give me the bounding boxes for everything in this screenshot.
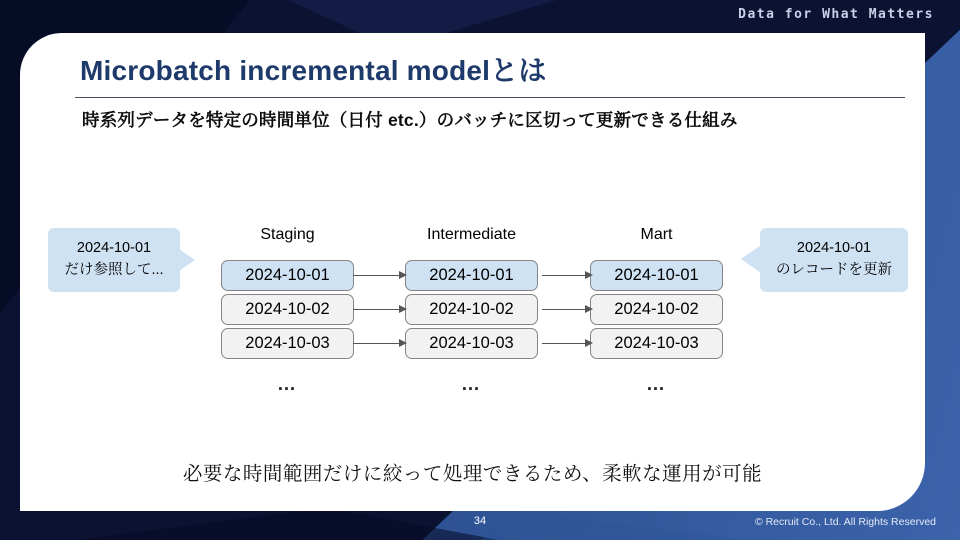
callout-left-line1: 2024-10-01 xyxy=(76,240,152,257)
page-number: 34 xyxy=(473,515,487,527)
date-box: 2024-10-02 xyxy=(405,294,538,325)
callout-right xyxy=(760,228,908,292)
callout-right-line1: 2024-10-01 xyxy=(796,240,872,257)
flow-arrow-icon xyxy=(542,309,586,310)
flow-arrow-icon xyxy=(353,343,400,344)
date-box: 2024-10-03 xyxy=(405,328,538,359)
brand-logo: Data for What Matters xyxy=(738,7,934,22)
summary-statement: 必要な時間範囲だけに絞って処理できるため、柔軟な運用が可能 xyxy=(182,463,763,485)
date-box-highlighted: 2024-10-01 xyxy=(221,260,354,291)
column-header: Mart xyxy=(640,226,673,243)
callout-left xyxy=(48,228,180,292)
flow-arrow-icon xyxy=(353,309,400,310)
callout-right-line2: のレコードを更新 xyxy=(776,262,892,278)
title-divider xyxy=(75,97,905,98)
page-title: Microbatch incremental modelとは xyxy=(80,55,547,86)
content-card xyxy=(20,33,925,511)
subtitle: 時系列データを特定の時間単位（日付 etc.）のバッチに区切って更新できる仕組み xyxy=(82,110,738,130)
column-header: Staging xyxy=(260,226,315,243)
flow-arrow-icon xyxy=(542,275,586,276)
column-header: Intermediate xyxy=(427,226,516,243)
callout-right-tail xyxy=(741,245,761,273)
date-box: 2024-10-03 xyxy=(221,328,354,359)
column-ellipsis: … xyxy=(461,374,482,395)
callout-left-line2: だけ参照して... xyxy=(64,262,164,278)
date-box: 2024-10-02 xyxy=(590,294,723,325)
column-ellipsis: … xyxy=(646,374,667,395)
date-box-highlighted: 2024-10-01 xyxy=(590,260,723,291)
date-box: 2024-10-02 xyxy=(221,294,354,325)
copyright-notice: © Recruit Co., Ltd. All Rights Reserved xyxy=(754,516,936,528)
date-box: 2024-10-03 xyxy=(590,328,723,359)
date-box-highlighted: 2024-10-01 xyxy=(405,260,538,291)
callout-left-tail xyxy=(179,249,195,271)
column-ellipsis: … xyxy=(277,374,298,395)
flow-arrow-icon xyxy=(542,343,586,344)
flow-arrow-icon xyxy=(353,275,400,276)
